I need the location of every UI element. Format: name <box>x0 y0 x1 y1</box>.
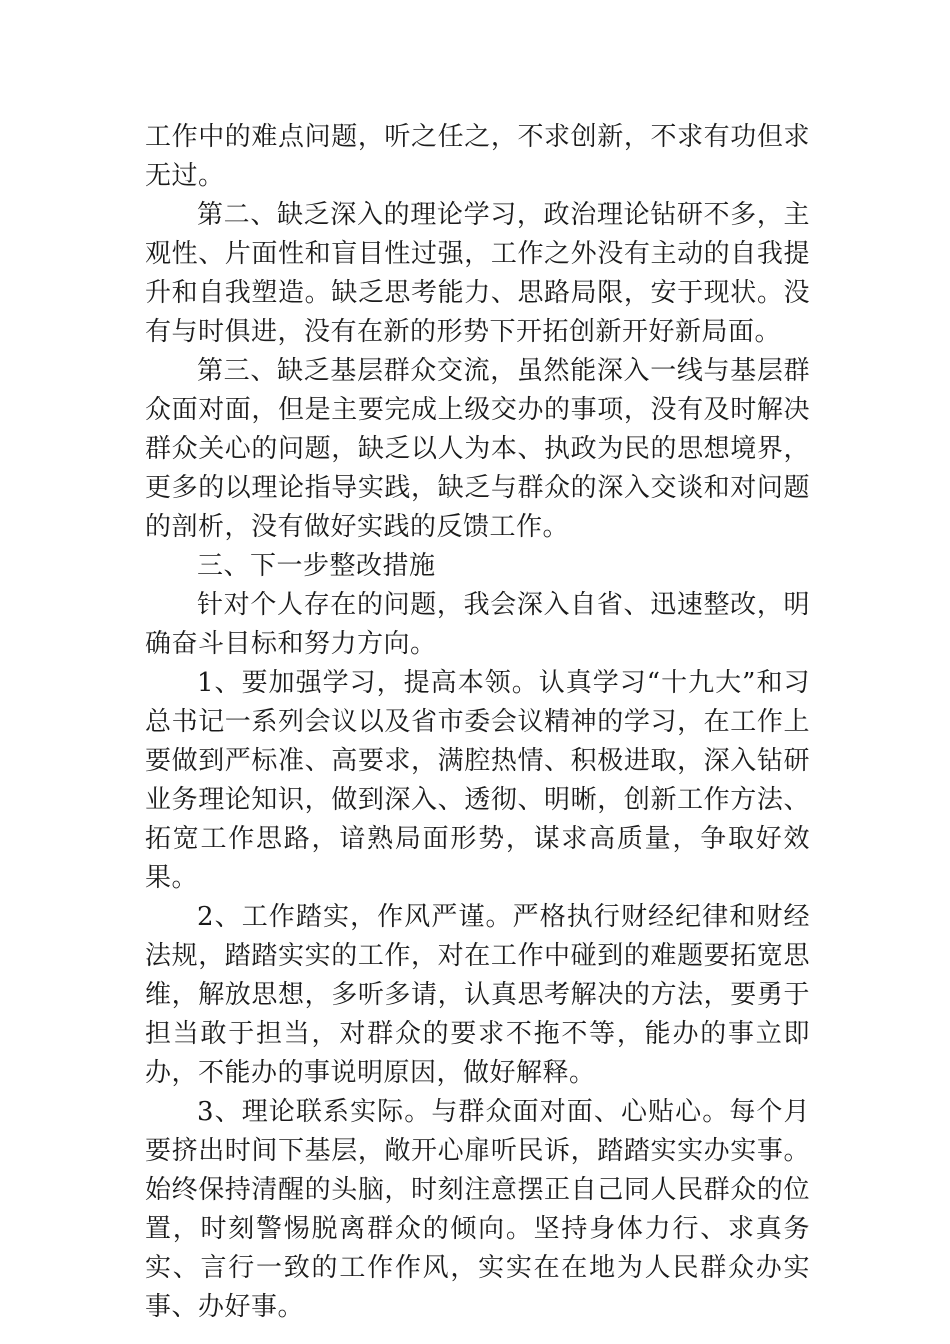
paragraph-measure-3: 3、理论联系实际。与群众面对面、心贴心。每个月要挤出时间下基层，敞开心扉听民诉，踏踏实实办实事。始终保持清醒的头脑，时刻注意摆正自己同人民群众的位置，时刻警惕脱离群众的倾向。坚持身体力行、求真务实、言行一致的工作作风，实实在在地为人民群众办实事、办好事。 <box>145 1097 810 1322</box>
paragraph-third-issue: 第三、缺乏基层群众交流，虽然能深入一线与基层群众面对面，但是主要完成上级交办的事项，没有及时解决群众关心的问题，缺乏以人为本、执政为民的思想境界，更多的以理论指导实践，缺乏与群众的深入交谈和对问题的剖析，没有做好实践的反馈工作。 <box>145 356 810 542</box>
paragraph-intro-measures: 针对个人存在的问题，我会深入自省、迅速整改，明确奋斗目标和努力方向。 <box>145 590 810 659</box>
document-body <box>145 118 810 1327</box>
paragraph-measure-2: 2、工作踏实，作风严谨。严格执行财经纪律和财经法规，踏踏实实的工作，对在工作中碰到的难题要拓宽思维，解放思想，多听多请，认真思考解决的方法，要勇于担当敢于担当，对群众的要求不拖不等，能办的事立即办，不能办的事说明原因，做好解释。 <box>145 902 810 1088</box>
section-heading-next-steps: 三、下一步整改措施 <box>197 551 436 581</box>
paragraph-second-issue: 第二、缺乏深入的理论学习，政治理论钻研不多，主观性、片面性和盲目性过强，工作之外没有主动的自我提升和自我塑造。缺乏思考能力、思路局限，安于现状。没有与时俱进，没有在新的形势下开拓创新开好新局面。 <box>145 200 810 347</box>
paragraph-measure-1: 1、要加强学习，提高本领。认真学习“十九大”和习总书记一系列会议以及省市委会议精神的学习，在工作上要做到严标准、高要求，满腔热情、积极进取，深入钻研业务理论知识，做到深入、透彻、明晰，创新工作方法、拓宽工作思路，谙熟局面形势，谋求高质量，争取好效果。 <box>145 668 810 893</box>
paragraph-continuation: 工作中的难点问题，听之任之，不求创新，不求有功但求无过。 <box>145 122 810 191</box>
